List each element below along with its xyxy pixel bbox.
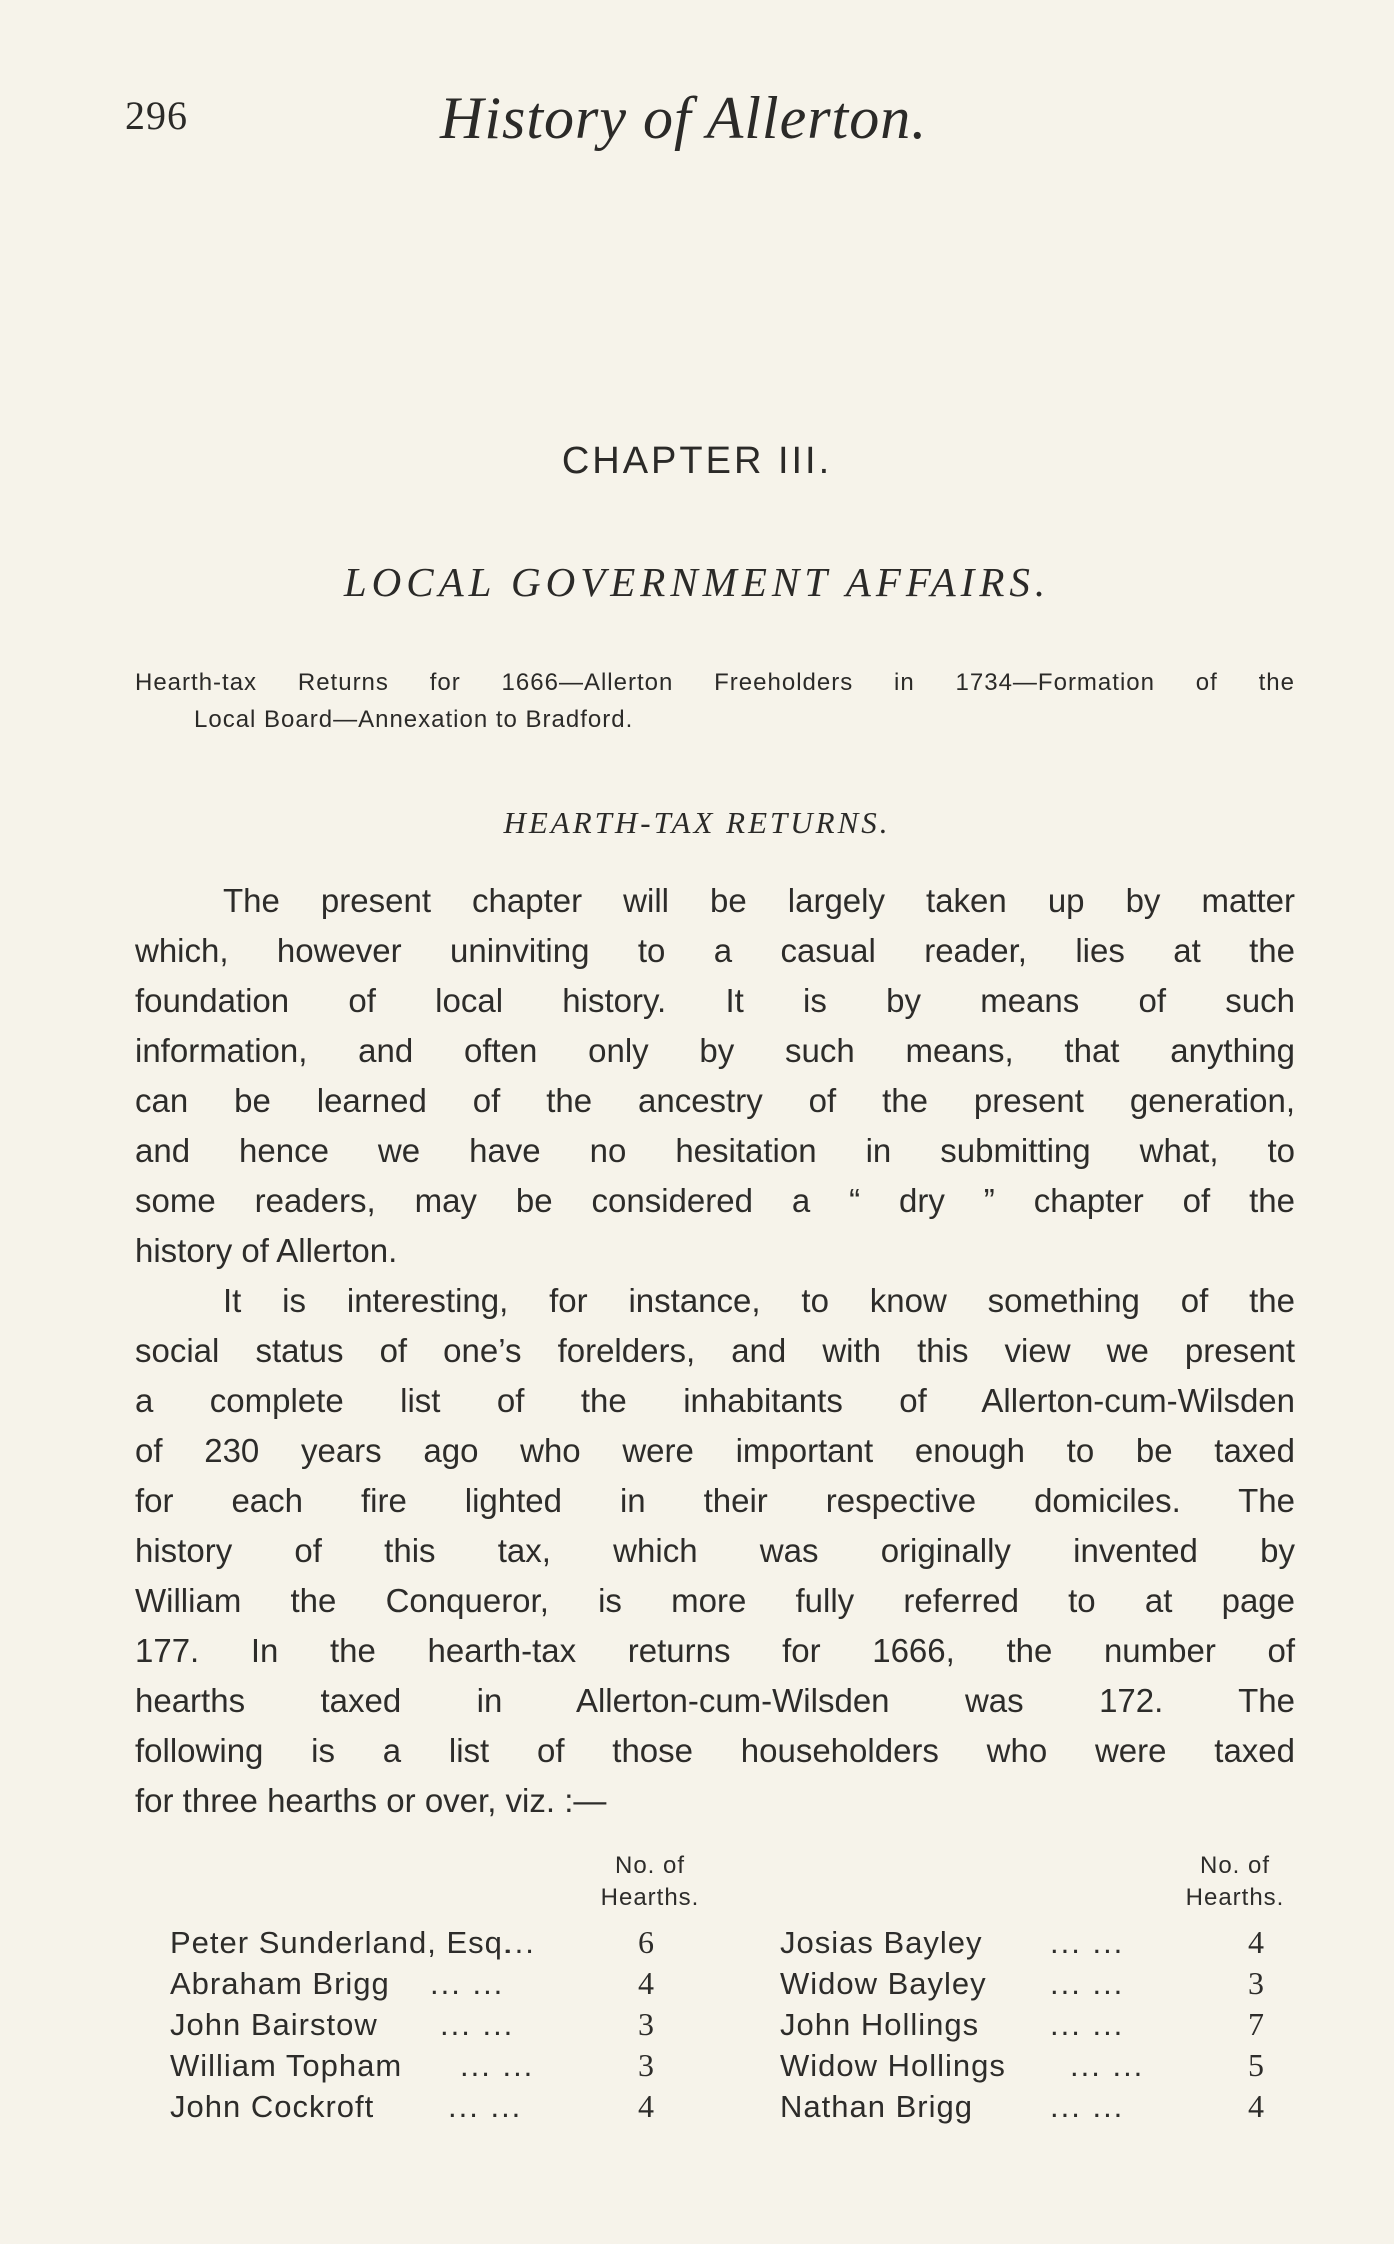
body-line: of 230 years ago who were important enough to be taxed — [135, 1432, 1295, 1469]
running-title: History of Allerton. — [440, 85, 928, 151]
chapter-subtitle: LOCAL GOVERNMENT AFFAIRS. — [343, 559, 1051, 605]
householder-name: Widow Bayley — [780, 1966, 987, 2001]
householder-name: William Topham — [170, 2048, 403, 2083]
table-row — [170, 2086, 710, 2127]
hearth-count: 7 — [1248, 2006, 1264, 2042]
leader-dots: ... ... — [1050, 2089, 1125, 2124]
householder-name: Nathan Brigg — [780, 2089, 973, 2124]
column-header-line: No. of — [614, 1852, 686, 1879]
hearth-count: 3 — [638, 2047, 654, 2083]
hearth-count: 6 — [638, 1924, 654, 1960]
hearth-count: 5 — [1248, 2047, 1264, 2083]
hearth-count: 3 — [1248, 1965, 1264, 2001]
hearth-count: 4 — [1248, 2088, 1264, 2124]
hearth-count: 3 — [638, 2006, 654, 2042]
body-line: for three hearths or over, viz. :— — [135, 1782, 607, 1819]
column-header-line: No. of — [1199, 1852, 1271, 1879]
table-row — [780, 1963, 1300, 2004]
body-line: for each fire lighted in their respective domiciles. The — [135, 1482, 1295, 1519]
table-row — [170, 2004, 710, 2045]
body-line: history of Allerton. — [135, 1232, 398, 1269]
table-row — [170, 1963, 710, 2004]
table-row — [780, 1922, 1300, 1963]
table-row — [170, 2045, 710, 2086]
body-line: The present chapter will be largely taken up by matter — [223, 882, 1295, 919]
householder-name: Peter Sunderland, Esq. — [170, 1925, 513, 1960]
leader-dots: ... ... — [430, 1966, 505, 2001]
body-line: information, and often only by such means, that anything — [135, 1032, 1295, 1069]
body-line: social status of one’s forelders, and with this view we present — [135, 1332, 1295, 1369]
body-line: history of this tax, which was originally invented by — [135, 1532, 1295, 1569]
householder-name: John Bairstow — [170, 2007, 378, 2042]
leader-dots: ... ... — [440, 2007, 515, 2042]
table-row — [780, 2086, 1300, 2127]
householder-name: Josias Bayley — [780, 1925, 983, 1960]
column-header-line: Hearths. — [1185, 1884, 1285, 1911]
body-line: William the Conqueror, is more fully referred to at page — [135, 1582, 1295, 1619]
page-number: 296 — [125, 93, 188, 138]
leader-dots: ... ... — [460, 2048, 535, 2083]
leader-dots: ... ... — [448, 2089, 523, 2124]
householder-name: Widow Hollings — [780, 2048, 1006, 2083]
body-line: foundation of local history. It is by means of such — [135, 982, 1295, 1019]
synopsis-line: Hearth-tax Returns for 1666—Allerton Freeholders in 1734—Formation of the — [135, 669, 1295, 696]
leader-dots: ... ... — [1050, 1966, 1125, 2001]
body-line: 177. In the hearth-tax returns for 1666, the number of — [135, 1632, 1295, 1669]
table-row — [780, 2045, 1300, 2086]
householder-name: Abraham Brigg — [170, 1966, 390, 2001]
hearth-count: 4 — [1248, 1924, 1264, 1960]
body-line: hearths taxed in Allerton-cum-Wilsden was 172. The — [135, 1682, 1295, 1719]
section-heading: HEARTH-TAX RETURNS. — [503, 805, 891, 840]
body-text — [135, 876, 1295, 1826]
hearth-count: 4 — [638, 1965, 654, 2001]
hearth-count: 4 — [638, 2088, 654, 2124]
chapter-title: CHAPTER III. — [561, 440, 833, 482]
table-row — [170, 1922, 710, 1963]
body-line: a complete list of the inhabitants of Allerton-cum-Wilsden — [135, 1382, 1295, 1419]
leader-dots: ... ... — [1050, 2007, 1125, 2042]
body-line: and hence we have no hesitation in submitting what, to — [135, 1132, 1295, 1169]
householder-name: John Cockroft — [170, 2089, 375, 2124]
body-line: can be learned of the ancestry of the present generation, — [135, 1082, 1295, 1119]
leader-dots: ... ... — [1050, 1925, 1125, 1960]
householder-name: John Hollings — [780, 2007, 980, 2042]
column-header-line: Hearths. — [600, 1884, 700, 1911]
column-header-hearths — [580, 1850, 720, 1914]
body-line: It is interesting, for instance, to know something of the — [223, 1282, 1295, 1319]
column-header-hearths — [1165, 1850, 1305, 1914]
leader-dots: ... ... — [1070, 2048, 1145, 2083]
body-line: following is a list of those householders who were taxed — [135, 1732, 1295, 1769]
table-row — [780, 2004, 1300, 2045]
chapter-synopsis — [135, 664, 1295, 738]
leader-dots: ... — [504, 1925, 536, 1960]
synopsis-line: Local Board—Annexation to Bradford. — [194, 706, 634, 733]
body-line: some readers, may be considered a “ dry ” chapter of the — [135, 1182, 1295, 1219]
body-line: which, however uninviting to a casual reader, lies at the — [135, 932, 1295, 969]
